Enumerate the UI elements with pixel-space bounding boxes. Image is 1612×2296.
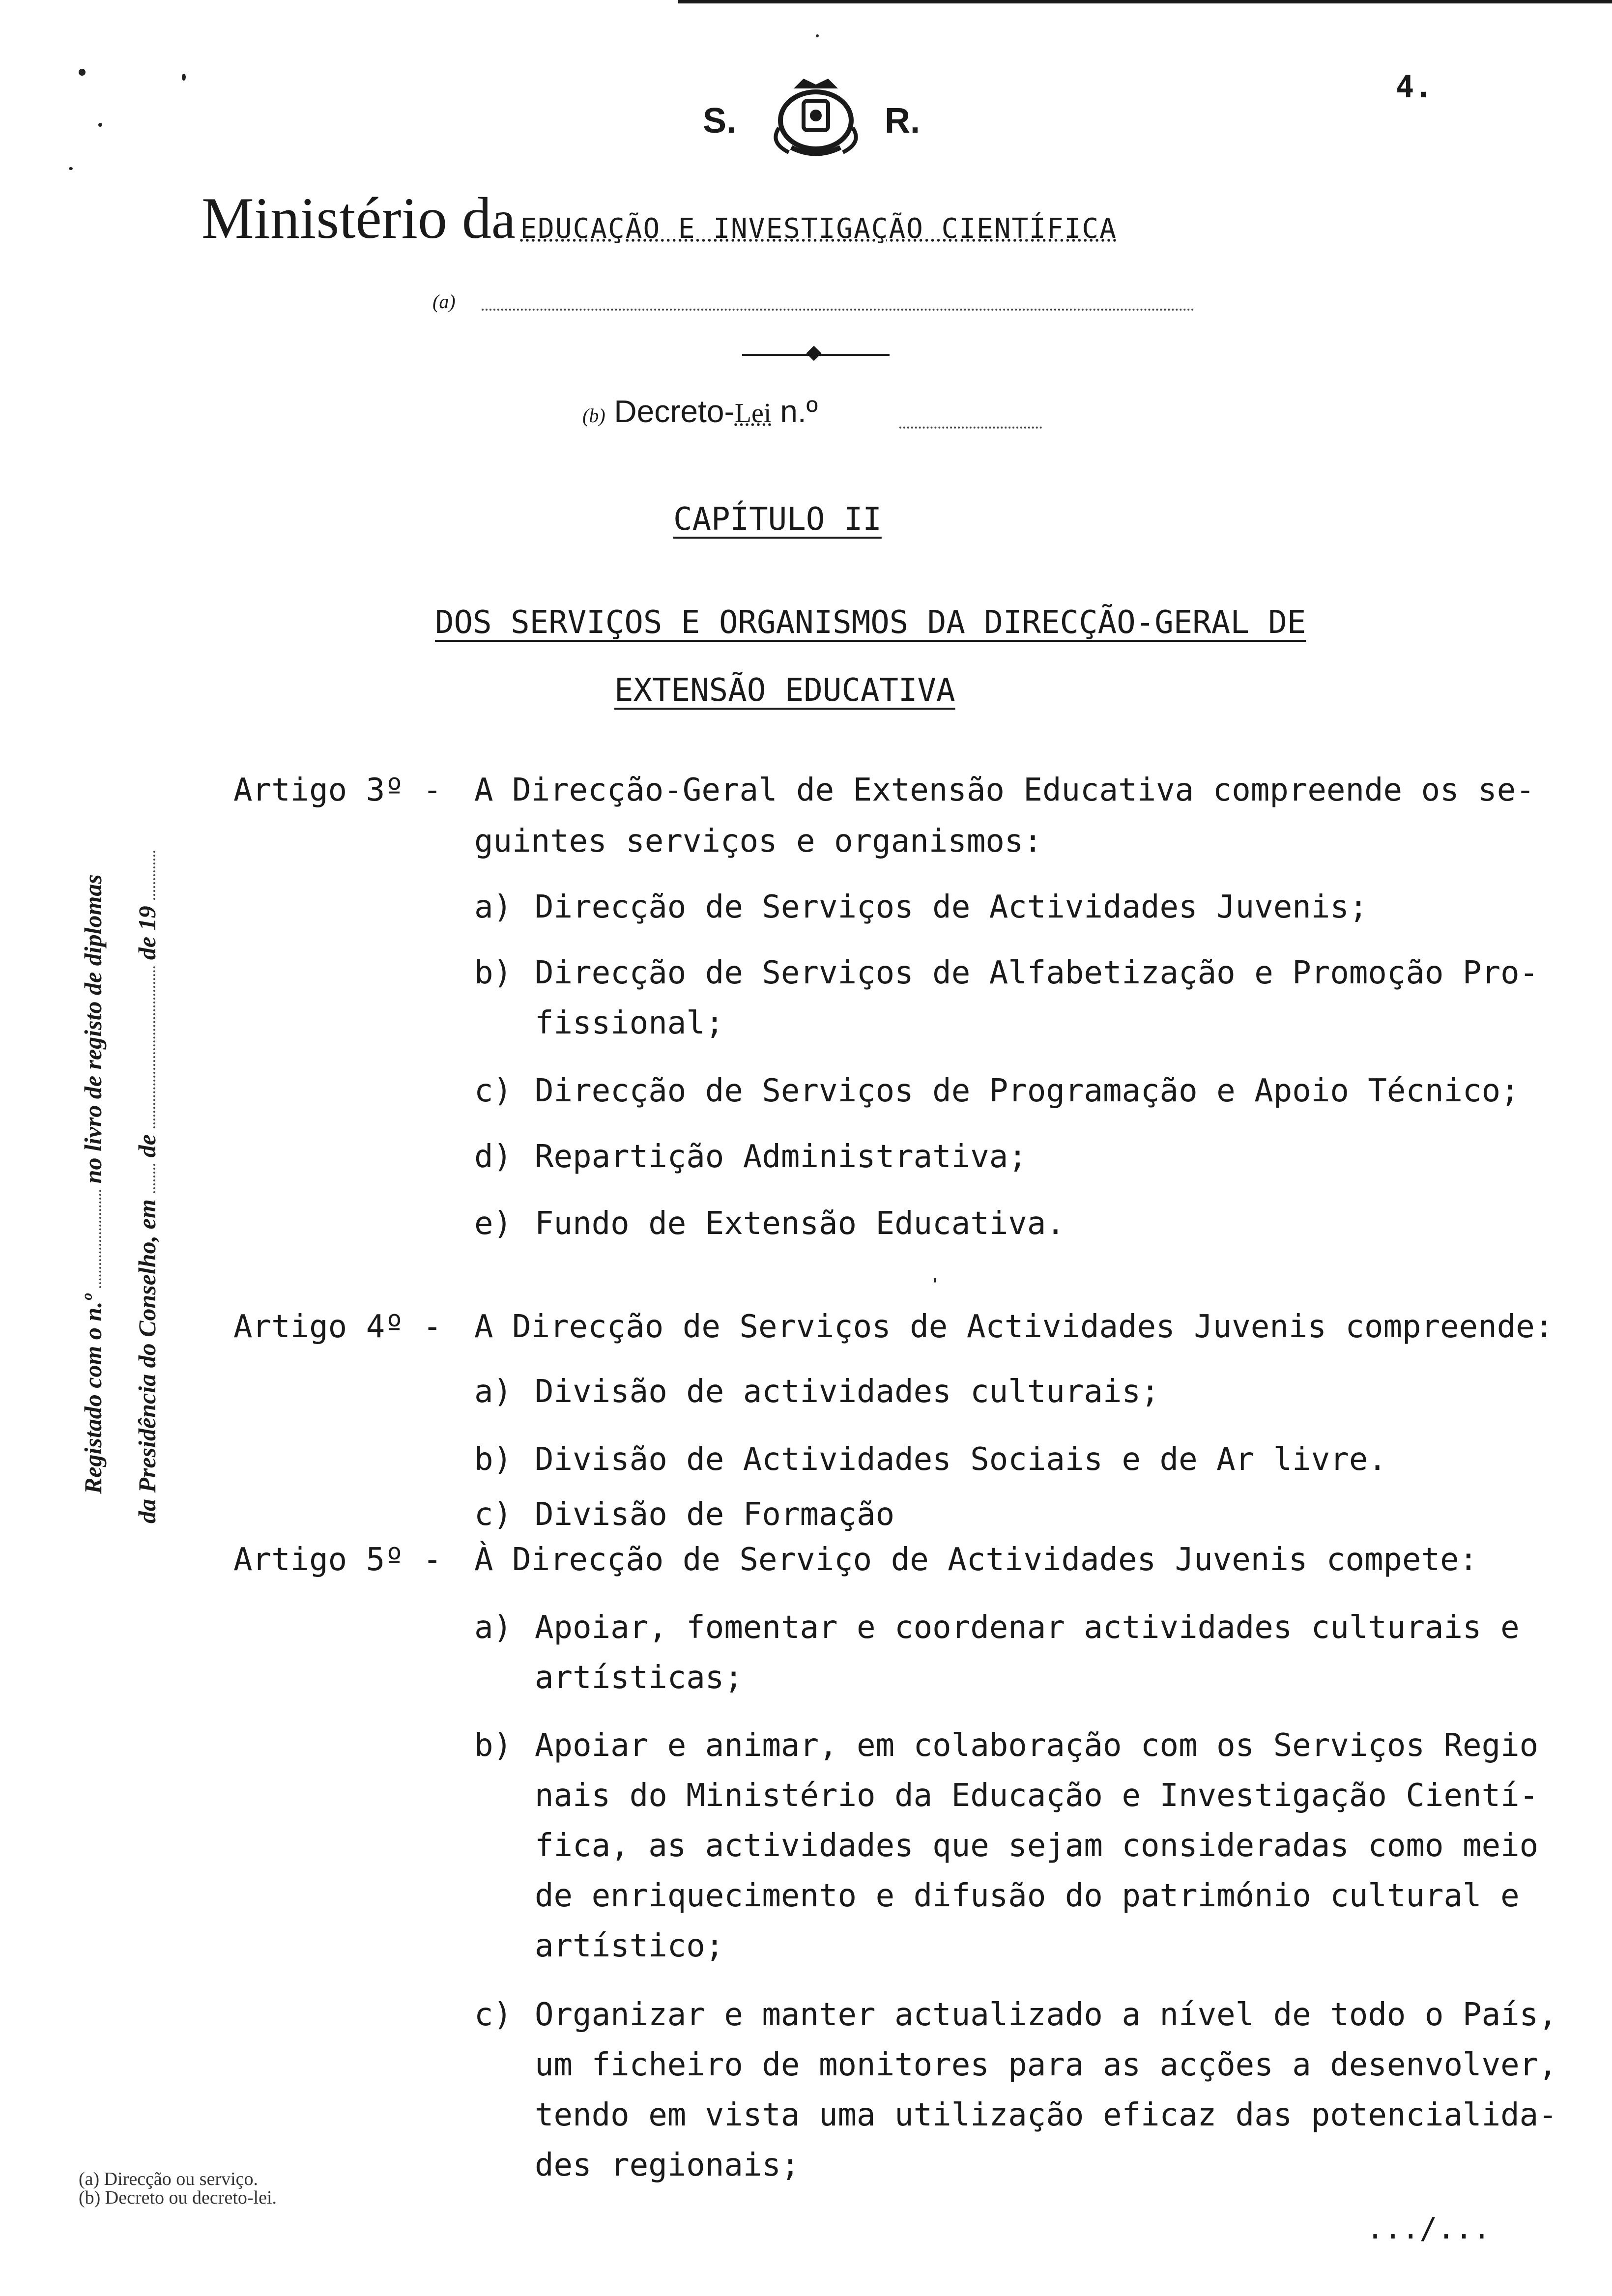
registration-note-text: de xyxy=(133,1134,161,1158)
article-5-item-letter: a) xyxy=(474,1609,513,1646)
article-5-label: Artigo 5º - xyxy=(233,1542,442,1578)
article-5-item-letter: b) xyxy=(474,1727,513,1764)
chapter-title: CAPÍTULO II xyxy=(673,501,882,538)
article-5-item-text: tendo em vista uma utilização eficaz das potencialida- xyxy=(535,2097,1557,2133)
article-5-item-text: de enriquecimento e difusão do património cultural e xyxy=(535,1878,1520,1914)
article-4-item-letter: a) xyxy=(474,1374,513,1410)
article-5-item-text: fica, as actividades que sejam consideradas como meio xyxy=(535,1828,1539,1864)
article-3-item-text: Repartição Administrativa; xyxy=(535,1139,1027,1175)
article-3-text-line1: A Direcção-Geral de Extensão Educativa compreende os se- xyxy=(474,772,1535,808)
article-4-item-text: Divisão de Actividades Sociais e de Ar livre. xyxy=(535,1441,1387,1478)
field-a-label: (a) xyxy=(432,290,456,313)
portuguese-arms-seal-icon xyxy=(764,74,867,157)
page-number: 4. xyxy=(1396,69,1433,105)
article-5-item-text: um ficheiro de monitores para as acções a desenvolver, xyxy=(535,2047,1557,2083)
article-3-item-text: Direcção de Serviços de Actividades Juvenis; xyxy=(535,889,1368,925)
scan-speck xyxy=(816,34,819,37)
article-3-item-letter: a) xyxy=(474,889,513,925)
footnote-b: (b) Decreto ou decreto-lei. xyxy=(79,2187,277,2208)
article-5-item-letter: c) xyxy=(474,1997,513,2033)
continuation-mark: .../... xyxy=(1366,2211,1491,2246)
article-5-item-text: artísticas; xyxy=(535,1660,743,1696)
letterhead-r: R. xyxy=(885,101,920,141)
field-b-label: (b) xyxy=(582,404,605,427)
article-5-item-text: Apoiar e animar, em colaboração com os Serviços Regio xyxy=(535,1727,1539,1764)
scan-speck xyxy=(69,167,73,170)
field-a-blank xyxy=(482,309,1194,311)
article-4-item-text: Divisão de actividades culturais; xyxy=(535,1374,1160,1410)
scan-speck xyxy=(79,69,86,76)
registration-number-blank xyxy=(82,1190,101,1288)
decree-label-3: n.º xyxy=(771,394,818,429)
diamond-ornament-icon xyxy=(806,345,821,361)
article-3-text-line2: guintes serviços e organismos: xyxy=(474,823,1042,860)
registration-note-text: de 19 xyxy=(133,906,161,960)
scan-speck xyxy=(934,1278,936,1283)
article-4-item-letter: b) xyxy=(474,1441,513,1478)
article-3-item-text: Direcção de Serviços de Programação e Apoio Técnico; xyxy=(535,1073,1520,1109)
article-5-item-text: artístico; xyxy=(535,1928,724,1964)
article-5-item-text: nais do Ministério da Educação e Investigação Cientí- xyxy=(535,1778,1539,1814)
ministry-department: EDUCAÇÃO E INVESTIGAÇÃO CIENTÍFICA xyxy=(520,213,1117,245)
letterhead-s: S. xyxy=(703,101,737,141)
scan-speck xyxy=(182,74,186,81)
decree-number-blank xyxy=(899,427,1042,429)
registration-note-text: Registado com o n.º xyxy=(79,1294,107,1494)
decree-label-1: Decreto- xyxy=(614,394,735,429)
article-3-item-letter: b) xyxy=(474,955,513,991)
ministry-heading xyxy=(202,184,1117,252)
article-3-item-text: fissional; xyxy=(535,1005,724,1041)
decree-line xyxy=(582,393,818,430)
registration-year-blank xyxy=(136,851,155,900)
registration-note-text: da Presidência do Conselho, em xyxy=(133,1199,161,1523)
article-5-item-text: Organizar e manter actualizado a nível de todo o País, xyxy=(535,1997,1557,2033)
ministry-article: a xyxy=(491,190,516,250)
article-3-label: Artigo 3º - xyxy=(233,772,442,808)
article-3-item-letter: c) xyxy=(474,1073,513,1109)
decree-label-2: Lei xyxy=(734,398,772,429)
article-5-item-text: des regionais; xyxy=(535,2147,800,2183)
registration-month-blank xyxy=(136,966,155,1128)
registration-note-line2 xyxy=(133,851,161,1523)
chapter-subtitle-line1: DOS SERVIÇOS E ORGANISMOS DA DIRECÇÃO-GERAL DE xyxy=(435,604,1306,641)
article-3-item-text: Fundo de Extensão Educativa. xyxy=(535,1205,1065,1242)
article-4-item-text: Divisão de Formação xyxy=(535,1496,895,1533)
chapter-subtitle-line2: EXTENSÃO EDUCATIVA xyxy=(614,672,955,709)
registration-note-text: no livro de registo de diplomas xyxy=(79,874,107,1184)
registration-day-blank xyxy=(136,1164,155,1193)
article-3-item-letter: e) xyxy=(474,1205,513,1242)
ministry-prefix: Ministério d xyxy=(202,185,491,251)
article-3-item-text: Direcção de Serviços de Alfabetização e Promoção Pro- xyxy=(535,955,1539,991)
registration-note-line1 xyxy=(79,874,107,1494)
article-5-item-text: Apoiar, fomentar e coordenar actividades culturais e xyxy=(535,1609,1520,1646)
article-5-text-line1: À Direcção de Serviço de Actividades Juvenis compete: xyxy=(474,1542,1478,1578)
top-rule xyxy=(678,0,1612,3)
article-4-label: Artigo 4º - xyxy=(233,1309,442,1345)
article-4-item-letter: c) xyxy=(474,1496,513,1533)
article-4-text-line1: A Direcção de Serviços de Actividades Juvenis compreende: xyxy=(474,1309,1554,1345)
scan-speck xyxy=(98,123,102,127)
footnote-a: (a) Direcção ou serviço. xyxy=(79,2169,259,2189)
article-3-item-letter: d) xyxy=(474,1139,513,1175)
